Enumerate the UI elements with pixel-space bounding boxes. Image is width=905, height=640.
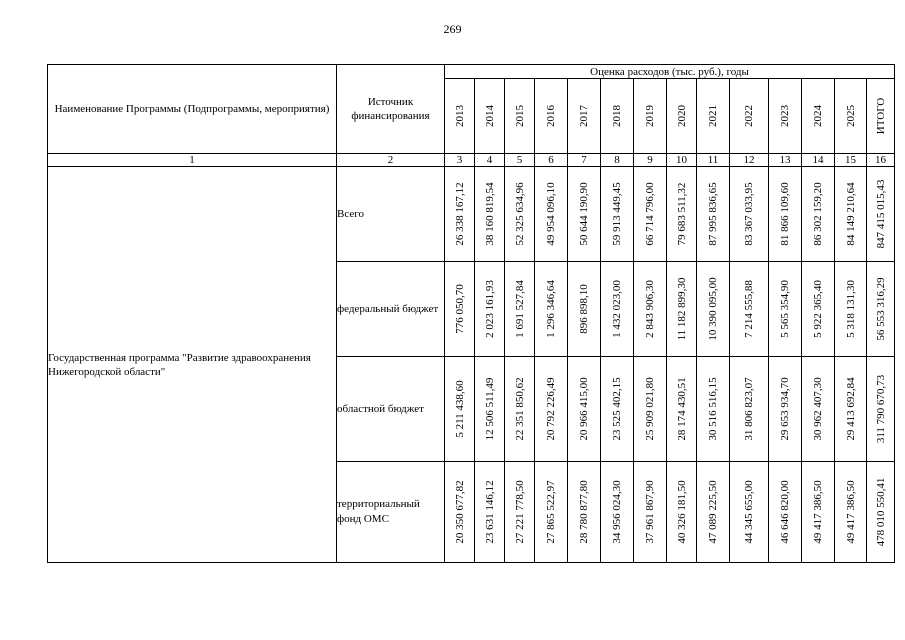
amount-cell [634,167,667,262]
amount-cell [568,357,601,462]
funding-source: Всего [337,167,445,262]
column-number: 12 [730,154,769,167]
amount-value: 87 995 836,65 [707,182,719,246]
amount-value: 20 966 415,00 [578,377,590,441]
amount-value: 896 898,10 [578,284,590,334]
year-header-label: 2013 [453,105,466,127]
year-header [802,79,835,154]
amount-value: 49 417 386,50 [812,480,824,544]
amount-cell [634,262,667,357]
amount-cell [505,262,535,357]
amount-value: 22 351 850,62 [513,377,526,441]
amount-value: 11 182 899,30 [675,277,688,341]
amount-value: 31 806 823,07 [743,377,755,441]
amount-cell [835,262,867,357]
amount-cell [697,357,730,462]
column-number: 6 [535,154,568,167]
amount-value: 34 956 024,30 [611,480,623,544]
column-number: 4 [475,154,505,167]
source-column-header: Источник финансирования [337,65,445,154]
funding-source: территориальный фонд ОМС [337,462,445,563]
amount-cell [475,462,505,563]
amount-value: 311 790 670,73 [874,374,887,444]
amount-cell [601,357,634,462]
budget-table [47,64,895,563]
year-header [535,79,568,154]
header-row-top [48,65,895,79]
amount-value: 5 211 438,60 [453,380,466,438]
year-header [867,79,895,154]
amount-cell [634,357,667,462]
amount-value: 478 010 550,41 [874,477,887,547]
amount-cell [505,167,535,262]
year-header [835,79,867,154]
amount-value: 56 553 316,29 [874,277,887,341]
page-number: 269 [443,22,462,36]
amount-value: 46 646 820,00 [779,480,791,544]
year-header-label: 2019 [644,105,656,127]
amount-cell [475,167,505,262]
amount-value: 2 843 906,30 [644,280,656,338]
amount-cell [769,167,802,262]
amount-cell [867,357,895,462]
amount-value: 84 149 210,64 [844,182,857,246]
amount-cell [601,167,634,262]
amount-cell [769,462,802,563]
amount-cell [802,262,835,357]
name-column-header: Наименование Программы (Подпрограммы, мероприятия) [48,65,337,154]
year-header [568,79,601,154]
year-header [445,79,475,154]
amount-value: 20 350 677,82 [453,480,466,544]
amount-cell [835,462,867,563]
amount-value: 25 909 021,80 [644,377,656,441]
funding-source: федеральный бюджет [337,262,445,357]
column-number: 8 [601,154,634,167]
amount-cell [535,167,568,262]
amount-value: 49 417 386,50 [844,480,857,544]
year-header [505,79,535,154]
amount-value: 40 326 181,50 [675,480,688,544]
amount-cell [697,462,730,563]
funding-source: областной бюджет [337,357,445,462]
amount-cell [445,357,475,462]
amount-value: 59 913 449,45 [611,182,623,246]
year-header-label: 2025 [844,105,857,127]
amount-value: 79 683 511,32 [675,182,688,246]
column-number: 2 [337,154,445,167]
year-header [697,79,730,154]
amount-value: 12 506 511,49 [483,377,496,441]
amount-value: 66 714 796,00 [644,182,656,246]
amount-cell [634,462,667,563]
column-number: 3 [445,154,475,167]
amount-value: 30 962 407,30 [812,377,824,441]
amount-cell [535,357,568,462]
year-header-label: 2024 [812,105,824,127]
amount-value: 28 780 877,80 [578,480,590,544]
amount-cell [769,357,802,462]
amount-value: 37 961 867,90 [644,480,656,544]
amount-cell [601,462,634,563]
amount-cell [568,462,601,563]
column-number: 13 [769,154,802,167]
amount-cell [867,167,895,262]
amount-cell [802,357,835,462]
year-header-label: 2016 [545,105,557,127]
column-number: 10 [667,154,697,167]
amount-cell [730,167,769,262]
amount-cell [667,462,697,563]
amount-cell [730,262,769,357]
amount-cell [697,262,730,357]
year-header-label: 2018 [611,105,623,127]
amount-value: 44 345 655,00 [743,480,755,544]
year-header [769,79,802,154]
column-number: 1 [48,154,337,167]
column-number: 5 [505,154,535,167]
amount-value: 2 023 161,93 [483,280,496,338]
amount-cell [475,262,505,357]
amount-value: 38 160 819,54 [483,182,496,246]
amount-value: 81 866 109,60 [779,182,791,246]
year-header-label: 2023 [779,105,791,127]
amount-value: 28 174 430,51 [675,377,688,441]
amount-cell [802,462,835,563]
amount-cell [697,167,730,262]
amount-value: 5 922 365,40 [812,280,824,338]
amount-value: 776 050,70 [453,284,466,334]
amount-cell [769,262,802,357]
year-header-label: ИТОГО [874,97,887,135]
program-name: Государственная программа "Развитие здравоохранения Нижегородской области" [48,167,337,563]
year-header-label: 2020 [675,105,688,127]
amount-cell [601,262,634,357]
amount-value: 20 792 226,49 [545,377,557,441]
amount-cell [568,167,601,262]
year-header [601,79,634,154]
amount-cell [445,462,475,563]
amount-value: 86 302 159,20 [812,182,824,246]
amount-value: 50 644 190,90 [578,182,590,246]
amount-value: 26 338 167,12 [453,182,466,246]
column-number: 9 [634,154,667,167]
amount-value: 27 865 522,97 [545,480,557,544]
amount-value: 30 516 516,15 [707,377,719,441]
year-header [634,79,667,154]
amount-cell [867,462,895,563]
amount-value: 83 367 033,95 [743,182,755,246]
amount-value: 1 691 527,84 [513,280,526,338]
amount-value: 1 432 023,00 [611,280,623,338]
amount-cell [445,262,475,357]
column-number: 16 [867,154,895,167]
column-number: 11 [697,154,730,167]
column-number: 15 [835,154,867,167]
amount-cell [535,462,568,563]
amount-cell [867,262,895,357]
amount-cell [802,167,835,262]
amount-value: 23 525 402,15 [611,377,623,441]
amount-value: 49 954 096,10 [545,182,557,246]
amount-cell [835,167,867,262]
amount-cell [505,357,535,462]
year-header-label: 2022 [743,105,755,127]
amount-cell [730,357,769,462]
amount-cell [535,262,568,357]
amount-cell [730,462,769,563]
amount-value: 52 325 634,96 [513,182,526,246]
year-header-label: 2015 [513,105,526,127]
year-header [667,79,697,154]
amount-value: 1 296 346,64 [545,280,557,338]
amount-cell [667,357,697,462]
year-header-label: 2014 [483,105,496,127]
year-header [730,79,769,154]
amount-value: 847 415 015,43 [874,179,887,249]
amount-cell [445,167,475,262]
amount-cell [667,262,697,357]
year-header [475,79,505,154]
amount-value: 5 565 354,90 [779,280,791,338]
amount-value: 7 214 555,88 [743,280,755,338]
funding-row [48,167,895,262]
year-header-label: 2021 [707,105,719,127]
column-number: 7 [568,154,601,167]
year-header-label: 2017 [578,105,590,127]
amount-cell [667,167,697,262]
column-number-row [48,154,895,167]
amount-cell [835,357,867,462]
column-number: 14 [802,154,835,167]
amount-cell [568,262,601,357]
amount-value: 23 631 146,12 [483,480,496,544]
amount-value: 29 413 692,84 [844,377,857,441]
amount-value: 10 390 095,00 [707,277,719,341]
cost-group-header: Оценка расходов (тыс. руб.), годы [445,65,895,79]
amount-cell [505,462,535,563]
amount-value: 29 653 934,70 [779,377,791,441]
amount-value: 47 089 225,50 [707,480,719,544]
amount-cell [475,357,505,462]
amount-value: 27 221 778,50 [513,480,526,544]
amount-value: 5 318 131,30 [844,280,857,338]
